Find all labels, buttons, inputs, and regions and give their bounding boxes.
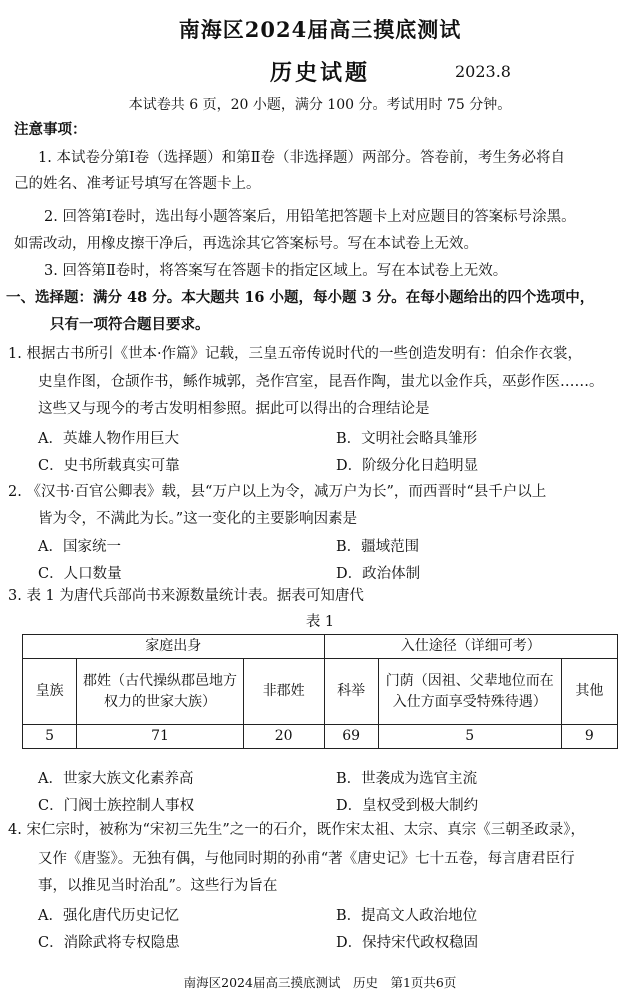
question-4-line: 4. 宋仁宗时，被称为“宋初三先生”之一的石介，既作宋太祖、太宗、真宗《三朝圣政录》， bbox=[8, 822, 586, 838]
exam-title: 南海区2024届高三摸底测试 bbox=[178, 17, 462, 42]
table-header-cell: 皇族 bbox=[23, 659, 77, 725]
question-4-line: 事，以推见当时治乱”。这些行为旨在 bbox=[38, 878, 278, 894]
table-header-cell: 其他 bbox=[561, 659, 617, 725]
table-header-cell: 科举 bbox=[324, 659, 378, 725]
notes-heading: 注意事项： bbox=[14, 121, 87, 138]
table-cell: 20 bbox=[243, 725, 324, 749]
question-1-line: 这些又与现今的考古发明相参照。据此可以得出的合理结论是 bbox=[38, 401, 430, 417]
question-1-option-b: B．文明社会略具雏形 bbox=[336, 431, 478, 447]
question-1-option-d: D．阶级分化日趋明显 bbox=[336, 458, 479, 474]
table-group-header: 入仕途径（详细可考） bbox=[324, 635, 617, 659]
note-line: 己的姓名、准考证号填写在答题卡上。 bbox=[14, 176, 261, 192]
question-3-option-c: C．门阀士族控制人事权 bbox=[38, 798, 195, 814]
table-cell: 5 bbox=[23, 725, 77, 749]
table-header-cell: 门荫（因祖、父辈地位而在入仕方面享受特殊待遇） bbox=[378, 659, 561, 725]
question-2-option-b: B．疆域范围 bbox=[336, 539, 420, 555]
question-1-line: 1. 根据古书所引《世本·作篇》记载，三皇五帝传说时代的一些创造发明有：伯余作衣裳， bbox=[8, 346, 583, 362]
question-4-option-a: A．强化唐代历史记忆 bbox=[38, 908, 179, 924]
question-1-option-c: C．史书所载真实可靠 bbox=[38, 458, 180, 474]
question-2-line: 皆为令，不满此为长。”这一变化的主要影响因素是 bbox=[38, 511, 358, 527]
note-line: 如需改动，用橡皮擦干净后，再选涂其它答案标号。写在本试卷上无效。 bbox=[14, 236, 478, 252]
table-cell: 5 bbox=[378, 725, 561, 749]
subject-title: 历史试题 bbox=[269, 60, 370, 86]
question-3-option-d: D．皇权受到极大制约 bbox=[336, 798, 479, 814]
table-group-header: 家庭出身 bbox=[23, 635, 325, 659]
note-line: 3. 回答第Ⅱ卷时，将答案写在答题卡的指定区域上。写在本试卷上无效。 bbox=[44, 263, 508, 279]
question-3-line: 3. 表 1 为唐代兵部尚书来源数量统计表。据表可知唐代 bbox=[8, 588, 364, 604]
table-cell: 71 bbox=[77, 725, 244, 749]
question-4-option-d: D．保持宋代政权稳固 bbox=[336, 935, 479, 951]
question-3-option-a: A．世家大族文化素养高 bbox=[38, 771, 194, 787]
page-footer: 南海区2024届高三摸底测试 历史 第1页共6页 bbox=[183, 975, 457, 990]
note-line: 1. 本试卷分第Ⅰ卷（选择题）和第Ⅱ卷（非选择题）两部分。答卷前，考生务必将自 bbox=[38, 150, 566, 166]
section-heading: 一、选择题：满分 48 分。本大题共 16 小题，每小题 3 分。在每小题给出的四个选项中， bbox=[6, 289, 595, 306]
question-1-option-a: A．英雄人物作用巨大 bbox=[38, 431, 179, 447]
table-caption: 表 1 bbox=[305, 614, 335, 630]
question-4-option-c: C．消除武将专权隐患 bbox=[38, 935, 180, 951]
exam-info: 本试卷共 6 页，20 小题，满分 100 分。考试用时 75 分钟。 bbox=[128, 97, 512, 113]
section-heading-cont: 只有一项符合题目要求。 bbox=[50, 316, 210, 333]
table-header-cell: 郡姓（古代操纵郡邑地方权力的世家大族） bbox=[77, 659, 244, 725]
question-3-option-b: B．世袭成为选官主流 bbox=[336, 771, 478, 787]
question-4-line: 又作《唐鉴》。无独有偶，与他同时期的孙甫“著《唐史记》七十五卷，每言唐君臣行 bbox=[38, 851, 575, 867]
question-1-line: 史皇作图，仓颉作书，鲧作城郭，尧作宫室，昆吾作陶，蚩尤以金作兵，巫彭作医……。 bbox=[38, 374, 604, 390]
exam-date: 2023.8 bbox=[455, 62, 511, 81]
table-cell: 9 bbox=[561, 725, 617, 749]
question-2-option-d: D．政治体制 bbox=[336, 566, 421, 582]
question-2-option-c: C．人口数量 bbox=[38, 566, 122, 582]
table-cell: 69 bbox=[324, 725, 378, 749]
table-1 bbox=[22, 634, 618, 749]
note-line: 2. 回答第Ⅰ卷时，选出每小题答案后，用铅笔把答题卡上对应题目的答案标号涂黑。 bbox=[44, 209, 576, 225]
question-2-line: 2. 《汉书·百官公卿表》载，县“万户以上为令，减万户为长”，而西晋时“县千户以上 bbox=[8, 484, 547, 500]
table-header-cell: 非郡姓 bbox=[243, 659, 324, 725]
question-4-option-b: B．提高文人政治地位 bbox=[336, 908, 478, 924]
question-2-option-a: A．国家统一 bbox=[38, 539, 121, 555]
